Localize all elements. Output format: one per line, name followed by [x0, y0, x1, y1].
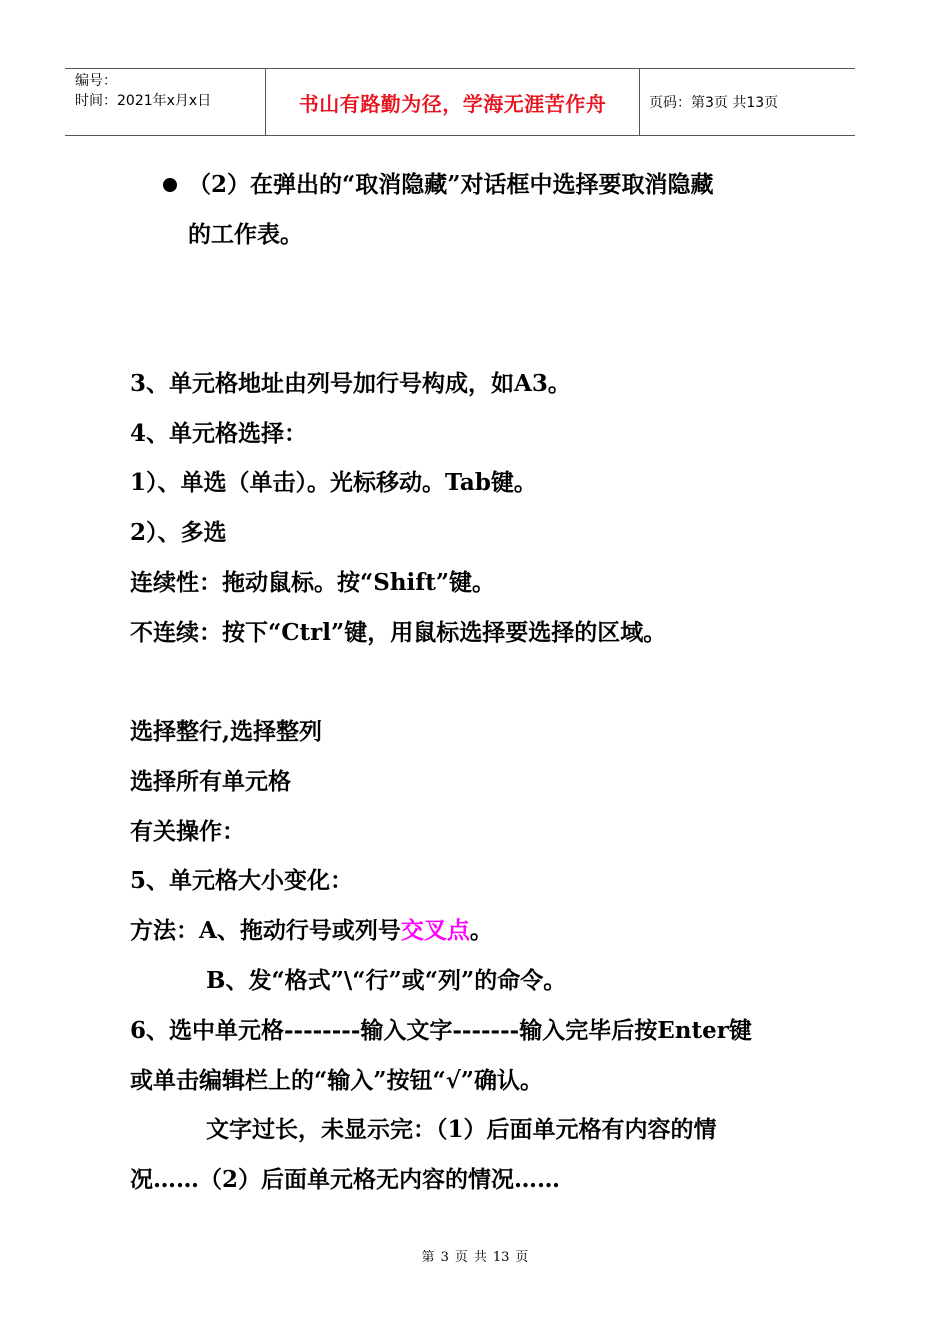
- para-select-all: 选择所有单元格: [130, 768, 291, 795]
- para-operations: 有关操作：: [130, 818, 245, 845]
- para-select-row-col: 选择整行,选择整列: [130, 718, 323, 745]
- time-label: 时间：2021年x月x日: [75, 93, 212, 109]
- number-label: 编号：: [75, 73, 117, 89]
- bullet-text-line-2: 的工作表。: [188, 221, 303, 248]
- para-size-change: 5、单元格大小变化：: [130, 867, 354, 894]
- para-confirm: 或单击编辑栏上的“输入”按钮“√”确认。: [130, 1067, 544, 1094]
- header-motto: 书山有路勤为径，学海无涯苦作舟: [266, 69, 640, 135]
- bullet-icon: [163, 178, 177, 192]
- para-discontinuous: 不连续：按下“Ctrl”键，用鼠标选择要选择的区域。: [130, 619, 667, 646]
- bullet-text-line-1: （2）在弹出的“取消隐藏”对话框中选择要取消隐藏: [188, 171, 714, 198]
- method-a-end: 。: [469, 917, 493, 944]
- para-cell-selection: 4、单元格选择：: [130, 420, 308, 447]
- para-cases: 况……（2）后面单元格无内容的情况……: [130, 1166, 561, 1193]
- footer-ye2: 页: [515, 1250, 529, 1265]
- para-method-a: [130, 916, 493, 946]
- para-multi-select: 2）、多选: [130, 519, 227, 546]
- page-header: [65, 68, 855, 136]
- method-a-text: 方法：A、拖动行号或列号: [130, 917, 401, 944]
- para-cell-address: 3、单元格地址由列号加行号构成，如A3。: [130, 370, 571, 397]
- para-input-text: 6、选中单元格--------输入文字-------输入完毕后按Enter键: [130, 1017, 752, 1044]
- para-method-b: B、发“格式”\“行”或“列”的命令。: [206, 967, 567, 994]
- para-text-too-long: 文字过长，未显示完：（1）后面单元格有内容的情: [206, 1116, 717, 1143]
- footer-gong: 共: [473, 1250, 487, 1265]
- page-footer: [0, 1246, 950, 1265]
- para-continuous: 连续性：拖动鼠标。按“Shift”键。: [130, 569, 496, 596]
- header-left-cell: [65, 69, 266, 135]
- header-page-info: 页码：第3页 共13页: [649, 95, 779, 111]
- footer-total: 13: [492, 1250, 510, 1265]
- footer-di: 第: [421, 1250, 435, 1265]
- highlight-intersection: 交叉点: [400, 917, 470, 944]
- footer-ye: 页: [454, 1250, 468, 1265]
- para-single-select: 1）、单选（单击）。光标移动。Tab键。: [130, 469, 537, 496]
- footer-page: 3: [440, 1250, 449, 1265]
